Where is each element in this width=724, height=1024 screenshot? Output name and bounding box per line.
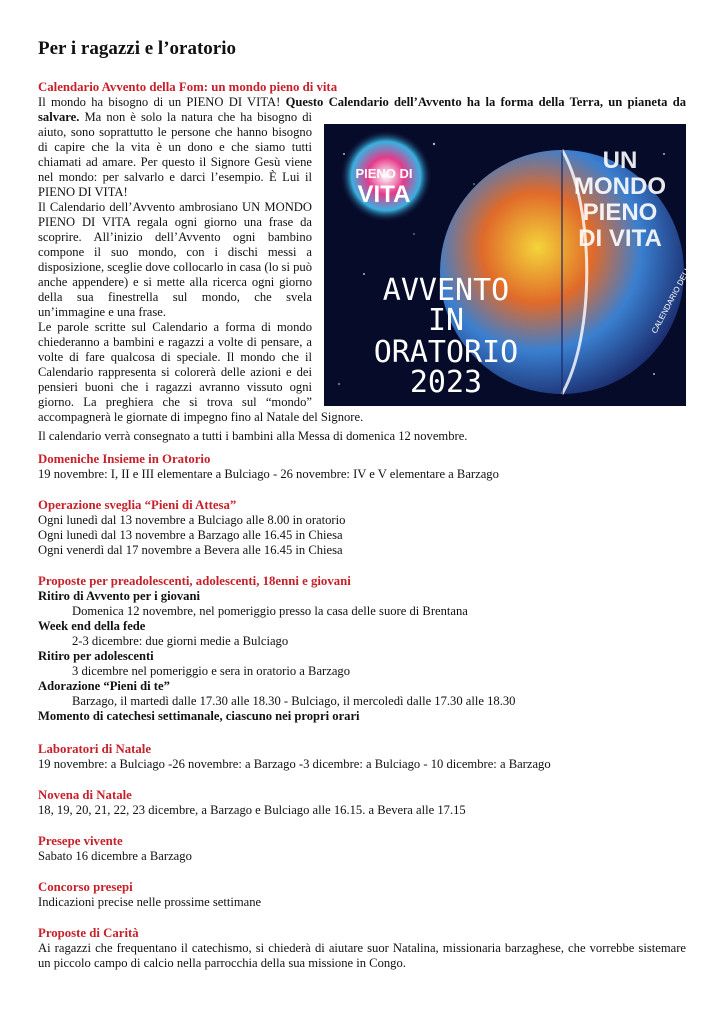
section-novena bbox=[38, 788, 686, 818]
proposta-detail: 3 dicembre nel pomeriggio e sera in oratorio a Barzago bbox=[72, 664, 351, 678]
section-carita bbox=[38, 926, 686, 971]
globe-title-4: DI VITA bbox=[578, 225, 662, 252]
section-text: Ai ragazzi che frequentano il catechismo, si chiederà di aiutare suor Natalina, missionaria barzaghese, che vorrebbe sistemare un piccolo campo di calcio nella parrocchia della sua missione in Congo. bbox=[38, 941, 686, 970]
proposta-detail: 2-3 dicembre: due giorni medie a Bulciago bbox=[72, 634, 289, 648]
section-heading: Laboratori di Natale bbox=[38, 742, 152, 756]
section-presepe bbox=[38, 834, 686, 864]
intro-paragraph-3: Le parole scritte sul Calendario a forma di mondo chiederanno a bambini e ragazzi a volte di pensare, a volte di fare qualcosa di speciale. Il mondo che il Calendario rappresenta si colorerà delle azioni e dei pensieri buoni che i ragazzi avranno vissuto ogni giorno. La preghiera che si trova sul “mondo” accompagnerà le giornate di impegno fino al Natale del Signore. bbox=[38, 320, 364, 424]
section-proposte bbox=[38, 574, 686, 724]
globe-side-text: CALENDARIO bbox=[649, 284, 683, 335]
section-text: 19 novembre: a Bulciago -26 novembre: a Barzago -3 dicembre: a Bulciago - 10 dicembre: a Barzago bbox=[38, 757, 551, 771]
poster-main-3: ORATORIO bbox=[373, 335, 519, 370]
section-text: 18, 19, 20, 21, 22, 23 dicembre, a Barzago e Bulciago alle 16.15. a Bevera alle 17.15 bbox=[38, 803, 466, 817]
poster-main-1: AVVENTO bbox=[382, 273, 510, 308]
page-title: Per i ragazzi e l’oratorio bbox=[38, 38, 236, 59]
proposta-title: Week end della fede bbox=[38, 619, 146, 633]
globe-title-2: MONDO bbox=[574, 173, 666, 200]
proposta-detail: Domenica 12 novembre, nel pomeriggio presso la casa delle suore di Brentana bbox=[72, 604, 468, 618]
section-text: Sabato 16 dicembre a Barzago bbox=[38, 849, 192, 863]
section-text: Indicazioni precise nelle prossime settimane bbox=[38, 895, 262, 909]
section-concorso bbox=[38, 880, 686, 910]
section-heading: Presepe vivente bbox=[38, 834, 123, 848]
intro-paragraph-2: Il Calendario dell’Avvento ambrosiano UN MONDO PIENO DI VITA regala ogni giorno una frase da scoprire. All’inizio dell’Avvento ogni bambino compone il suo mondo, con i dischi messi a disposizione, sceglie dove collocarlo in casa (lo si può anche appendere) e si mette alla ricerca ogni giorno della sua finestrella sul mondo, che svela un’immagine e una frase. bbox=[38, 200, 312, 319]
section-line: Ogni lunedì dal 13 novembre a Bulciago alle 8.00 in oratorio bbox=[38, 513, 346, 527]
section-line: 19 novembre: I, II e III elementare a Bulciago - 26 novembre: IV e V elementare a Barzago bbox=[38, 467, 499, 481]
proposta-title: Ritiro per adolescenti bbox=[38, 649, 154, 663]
section-line: Ogni venerdì dal 17 novembre a Bevera alle 16.45 in Chiesa bbox=[38, 543, 343, 557]
globe-title-3: PIENO bbox=[582, 199, 658, 226]
section-heading: Calendario Avvento della Fom: un mondo pieno di vita bbox=[38, 80, 338, 94]
advent-calendar-section bbox=[38, 80, 686, 444]
section-heading: Domeniche Insieme in Oratorio bbox=[38, 452, 211, 466]
proposte-closing: Momento di catechesi settimanale, ciascuno nei propri orari bbox=[38, 709, 360, 723]
globe-title-1: UN bbox=[602, 147, 638, 174]
section-sveglia bbox=[38, 498, 686, 558]
poster-main-4: 2023 bbox=[409, 365, 483, 400]
section-heading: Novena di Natale bbox=[38, 788, 132, 802]
proposta-title: Ritiro di Avvento per i giovani bbox=[38, 589, 200, 603]
section-heading: Operazione sveglia “Pieni di Attesa” bbox=[38, 498, 237, 512]
section-heading: Proposte di Carità bbox=[38, 926, 139, 940]
section-domeniche bbox=[38, 452, 686, 482]
intro-paragraph: Il mondo ha bisogno di un PIENO DI VITA! Questo Calendario dell’Avvento ha la forma della Terra, un pianeta da salvare. PIENO DI VITA UN MONDO PIENO DI VITA CALENDARIO AVVENTO IN ORATORIO 2023 Ma non è solo la natura che ha bisogno di aiuto, sono soprattutto le persone che hanno bisogno di capire che la vita è un dono e che siamo tutti chiamati ad amare. Per questo il Signore Gesù viene nel mondo: per salvarlo e darci l’esempio. È Lui il PIENO DI VITA! Il Calendario dell’Avvento ambrosiano UN MONDO PIENO DI VITA regala ogni giorno una frase da scoprire. All’inizio dell’Avvento ogni bambino compone il suo mondo, con i dischi messi a disposizione, sceglie dove collocarlo in casa (lo si può anche appendere) e si mette alla ricerca ogni giorno della sua finestrella sul mondo, che svela un’immagine e una frase. Le parole scritte sul Calendario a forma di mondo chiederanno a bambini e ragazzi a volte di pensare, a volte di fare qualcosa di speciale. Il mondo che il Calendario rappresenta si colorerà delle azioni e dei pensieri buoni che i ragazzi avranno vissuto ogni giorno. La preghiera che si trova sul “mondo” accompagnerà le giornate di impegno fino al Natale del Signore. Il calendario verrà consegnato a tutti i bambini alla Messa di domenica 12 novembre. bbox=[38, 95, 686, 444]
section-heading: Concorso presepi bbox=[38, 880, 133, 894]
poster-main-2: IN bbox=[427, 303, 465, 338]
section-line: Ogni lunedì dal 13 novembre a Barzago alle 16.45 in Chiesa bbox=[38, 528, 343, 542]
proposta-detail: Barzago, il martedì dalle 17.30 alle 18.30 - Bulciago, il mercoledì dalle 17.30 alle 18.30 bbox=[72, 694, 516, 708]
section-laboratori bbox=[38, 742, 686, 772]
logo-line1: PIENO DI bbox=[355, 166, 413, 181]
section-heading: Proposte per preadolescenti, adolescenti, 18enni e giovani bbox=[38, 574, 351, 588]
logo-line2: VITA bbox=[357, 181, 411, 208]
advent-poster-image bbox=[324, 124, 686, 406]
intro-paragraph-4: Il calendario verrà consegnato a tutti i bambini alla Messa di domenica 12 novembre. bbox=[38, 429, 468, 443]
proposta-title: Adorazione “Pieni di te” bbox=[38, 679, 170, 693]
